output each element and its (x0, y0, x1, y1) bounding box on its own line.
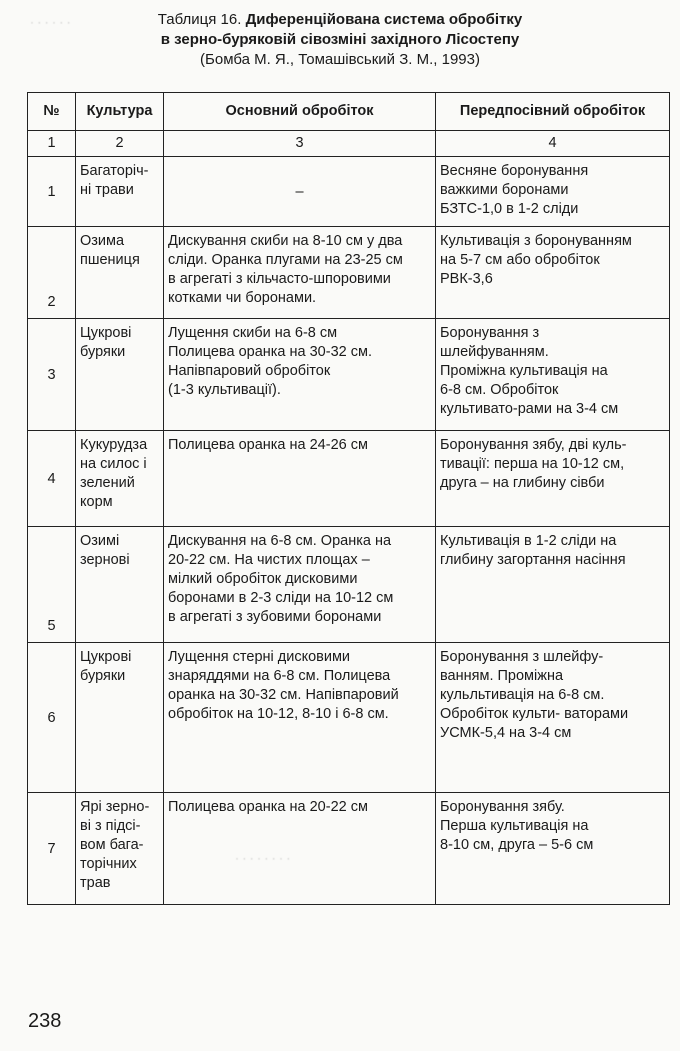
caption-title-2: в зерно-буряковій сівозміні західного Лісостепу (160, 31, 520, 48)
caption-lead: Таблиця 16. (157, 11, 242, 28)
crop-cell: Кукурудза на силос і зелений корм (76, 431, 164, 527)
caption-title-1: Диференційована система обробітку (245, 11, 523, 28)
crop-cell: Озима пшениця (76, 227, 164, 319)
crop-cell: Цукрові буряки (76, 319, 164, 431)
presowing-tillage-cell: Боронування з шлейфу- ванням. Проміжна кульльтивація на 6-8 см. Обробіток культи- ваторами УСМК-5,4 на 3-4 см (436, 643, 670, 793)
cultivation-table (27, 92, 670, 905)
table-row (28, 527, 670, 643)
header-no: № (28, 93, 76, 131)
column-number-row (28, 131, 670, 157)
row-number: 6 (28, 643, 76, 793)
main-tillage-cell: – (164, 157, 436, 227)
row-number: 5 (28, 527, 76, 643)
header-crop: Культура (76, 93, 164, 131)
row-number: 3 (28, 319, 76, 431)
presowing-tillage-cell: Боронування з шлейфуванням. Проміжна культивація на 6-8 см. Обробіток культивато-рами на 3-4 см (436, 319, 670, 431)
crop-cell: Ярі зерно- ві з підсі- вом бага- торічних трав (76, 793, 164, 905)
row-number: 2 (28, 227, 76, 319)
main-tillage-cell: Дискування скиби на 8-10 см у два сліди. Оранка плугами на 23-25 см в агрегаті з кільчасто-шпоровими котками чи боронами. (164, 227, 436, 319)
main-tillage-cell: Лущення стерні дисковими знаряддями на 6-8 см. Полицева оранка на 30-32 см. Напівпаровий обробіток на 10-12, 8-10 і 6-8 см. (164, 643, 436, 793)
presowing-tillage-cell: Боронування зябу, дві куль- тивації: перша на 10-12 см, друга – на глибину сівби (436, 431, 670, 527)
table-row (28, 793, 670, 905)
caption-line-1 (0, 10, 680, 30)
page-number: 238 (28, 1010, 62, 1032)
presowing-tillage-cell: Боронування зябу. Перша культивація на 8-10 см, друга – 5-6 см (436, 793, 670, 905)
main-tillage-cell: Дискування на 6-8 см. Оранка на 20-22 см. На чистих площах – мілкий обробіток дисковими боронами в 2-3 сліди на 10-12 см в агрегаті з зубовими боронами (164, 527, 436, 643)
bleed-through-text: · · · · · · (30, 15, 71, 29)
column-number: 1 (28, 131, 76, 157)
presowing-tillage-cell: Культивація з боронуванням на 5-7 см або обробіток РВК-3,6 (436, 227, 670, 319)
table-row (28, 319, 670, 431)
presowing-tillage-cell: Культивація в 1-2 сліди на глибину загортання насіння (436, 527, 670, 643)
column-number: 4 (436, 131, 670, 157)
table-row (28, 227, 670, 319)
header-main: Основний обробіток (164, 93, 436, 131)
row-number: 4 (28, 431, 76, 527)
bleed-through-text: · · · · · · · · (235, 851, 291, 865)
row-number: 7 (28, 793, 76, 905)
main-tillage-cell: Полицева оранка на 20-22 см (164, 793, 436, 905)
caption-source: (Бомба М. Я., Томашівський З. М., 1993) (200, 51, 480, 68)
main-tillage-cell: Лущення скиби на 6-8 см Полицева оранка на 30-32 см. Напівпаровий обробіток (1-3 культивації). (164, 319, 436, 431)
main-tillage-cell: Полицева оранка на 24-26 см (164, 431, 436, 527)
row-number: 1 (28, 157, 76, 227)
table-row (28, 431, 670, 527)
presowing-tillage-cell: Весняне боронування важкими боронами БЗТС-1,0 в 1-2 сліди (436, 157, 670, 227)
crop-cell: Озимі зернові (76, 527, 164, 643)
table-row (28, 157, 670, 227)
crop-cell: Багаторіч- ні трави (76, 157, 164, 227)
crop-cell: Цукрові буряки (76, 643, 164, 793)
table-caption (0, 10, 680, 70)
header-pre: Передпосівний обробіток (436, 93, 670, 131)
column-number: 3 (164, 131, 436, 157)
table-row (28, 643, 670, 793)
column-number: 2 (76, 131, 164, 157)
header-row (28, 93, 670, 131)
